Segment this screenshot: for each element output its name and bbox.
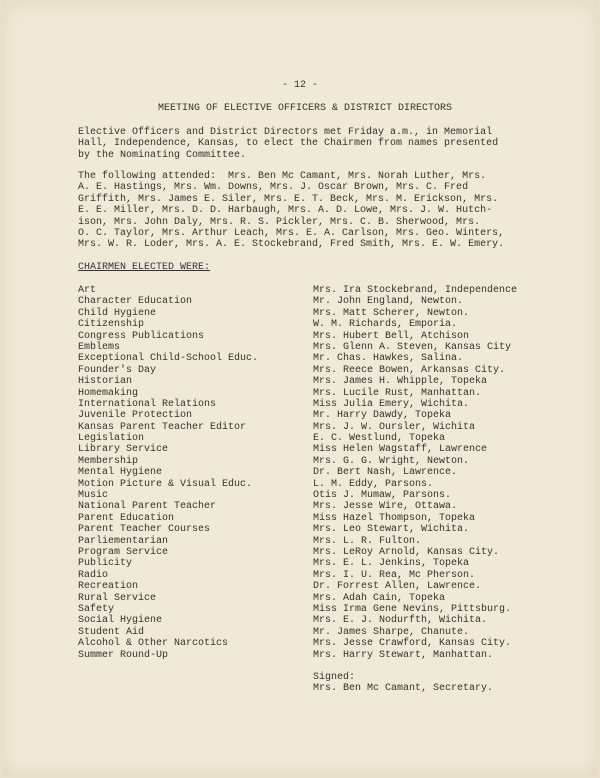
chairman-name: Mr. James Sharpe, Chanute. <box>313 626 470 638</box>
committee-name: Founder's Day <box>78 364 157 376</box>
intro-line: Elective Officers and District Directors met Friday a.m., in Memorial <box>78 127 493 138</box>
chairman-name: Mrs. Ira Stockebrand, Independence <box>313 285 518 296</box>
chairman-name: L. M. Eddy, Parsons. <box>313 478 434 490</box>
committee-name: Mental Hygiene <box>78 467 163 479</box>
chairman-name: Miss Julia Emery, Wichita. <box>313 398 470 410</box>
committee-name: International Relations <box>78 398 217 410</box>
chairman-row <box>78 467 517 478</box>
chairman-row <box>78 627 517 638</box>
committee-name: Art <box>78 285 97 296</box>
chairman-row <box>78 536 517 547</box>
chairman-row <box>78 342 517 353</box>
committee-name: Parent Teacher Courses <box>78 524 211 536</box>
attendees-line: O. C. Taylor, Mrs. Arthur Leach, Mrs. E. A. Carlson, Mrs. Geo. Winters, <box>78 227 505 239</box>
chairman-row <box>78 376 517 387</box>
committee-name: Child Hygiene <box>78 307 157 319</box>
committee-name: Exceptional Child-School Educ. <box>78 353 259 365</box>
attendees-paragraph <box>78 171 504 251</box>
chairman-row <box>78 433 517 444</box>
chairman-row <box>78 285 517 296</box>
attendees-line: Griffith, Mrs. James E. Siler, Mrs. E. T. Beck, Mrs. M. Erickson, Mrs. <box>78 193 499 205</box>
attendees-line: The following attended: Mrs. Ben Mc Camant, Mrs. Norah Luther, Mrs. <box>78 171 487 182</box>
committee-name: Historian <box>78 376 133 388</box>
committee-name: Summer Round-Up <box>78 649 169 661</box>
signed-by: Mrs. Ben Mc Camant, Secretary. <box>313 683 494 695</box>
chairman-row <box>78 570 517 581</box>
intro-line: by the Nominating Committee. <box>78 149 247 161</box>
chairman-name: Mr. Harry Dawdy, Topeka <box>313 410 452 422</box>
chairman-row <box>78 456 517 467</box>
chairman-name: Dr. Bert Nash, Lawrence. <box>313 467 458 479</box>
chairman-name: Mrs. LeRoy Arnold, Kansas City. <box>313 546 500 558</box>
chairman-name: Miss Irma Gene Nevins, Pittsburg. <box>313 603 512 615</box>
chairman-name: Miss Hazel Thompson, Topeka <box>313 512 476 524</box>
chairman-name: Mrs. Lucile Rust, Manhattan. <box>313 387 482 399</box>
committee-name: Social Hygiene <box>78 615 163 627</box>
chairman-row <box>78 501 517 512</box>
chairman-name: Dr. Forrest Allen, Lawrence. <box>313 581 482 593</box>
committee-name: Parent Education <box>78 512 175 524</box>
chairman-row <box>78 638 517 649</box>
chairman-name: Mrs. Jesse Crawford, Kansas City. <box>313 638 512 650</box>
chairman-name: Mrs. Reece Bowen, Arkansas City. <box>313 364 506 376</box>
committee-name: Music <box>78 490 109 502</box>
committee-name: Safety <box>78 603 115 615</box>
committee-name: Membership <box>78 455 139 467</box>
committee-name: Library Service <box>78 444 169 456</box>
chairman-row <box>78 558 517 569</box>
document-title: MEETING OF ELECTIVE OFFICERS & DISTRICT DIRECTORS <box>157 103 453 114</box>
attendees-line: ison, Mrs. John Daly, Mrs. R. S. Pickler, Mrs. C. B. Sherwood, Mrs. <box>78 216 481 228</box>
chairman-row <box>78 615 517 626</box>
chairman-name: Mrs. Glenn A. Steven, Kansas City <box>313 341 512 353</box>
chairman-name: Mrs. E. L. Jenkins, Topeka <box>313 558 470 570</box>
chairmen-heading: CHAIRMEN ELECTED WERE: <box>78 262 211 273</box>
chairman-name: Otis J. Mumaw, Parsons. <box>313 490 452 502</box>
intro-paragraph <box>78 127 498 161</box>
attendees-line: Mrs. W. R. Loder, Mrs. A. E. Stockebrand, Fred Smith, Mrs. E. W. Emery. <box>78 239 505 251</box>
committee-name: Character Education <box>78 296 193 308</box>
chairman-row <box>78 308 517 319</box>
chairman-row <box>78 296 517 307</box>
committee-name: Alcohol & Other Narcotics <box>78 638 229 650</box>
committee-name: Citizenship <box>78 319 145 331</box>
committee-name: Radio <box>78 569 109 581</box>
chairman-row <box>78 319 517 330</box>
chairman-name: Mrs. L. R. Fulton. <box>313 535 422 547</box>
chairman-row <box>78 479 517 490</box>
chairman-row <box>78 547 517 558</box>
committee-name: Student Aid <box>78 626 145 638</box>
chairman-row <box>78 650 517 661</box>
page-number: - 12 - <box>281 80 318 91</box>
chairman-row <box>78 399 517 410</box>
chairman-row <box>78 604 517 615</box>
chairman-name: Mrs. G. G. Wright, Newton. <box>313 455 470 467</box>
chairman-row <box>78 331 517 342</box>
committee-name: Rural Service <box>78 592 157 604</box>
committee-name: Program Service <box>78 546 169 558</box>
committee-name: Emblems <box>78 341 121 353</box>
chairman-row <box>78 422 517 433</box>
chairman-row <box>78 593 517 604</box>
chairman-name: Mrs. Leo Stewart, Wichita. <box>313 524 470 536</box>
chairman-name: W. M. Richards, Emporia. <box>313 319 458 331</box>
committee-name: Recreation <box>78 581 139 593</box>
signature-block <box>313 672 493 695</box>
committee-name: Homemaking <box>78 387 139 399</box>
chairman-row <box>78 353 517 364</box>
committee-name: Juvenile Protection <box>78 410 193 422</box>
chairmen-list <box>78 285 517 661</box>
chairman-row <box>78 444 517 455</box>
chairman-name: Mrs. Matt Scherer, Newton. <box>313 307 470 319</box>
chairman-name: Mrs. James H. Whipple, Topeka <box>313 376 488 388</box>
intro-line: Hall, Independence, Kansas, to elect the Chairmen from names presented <box>78 138 499 150</box>
chairman-row <box>78 365 517 376</box>
chairman-name: Mrs. Adah Cain, Topeka <box>313 592 446 604</box>
chairman-row <box>78 524 517 535</box>
chairman-name: Mrs. Harry Stewart, Manhattan. <box>313 649 494 661</box>
chairman-name: Mrs. E. J. Nodurfth, Wichita. <box>313 615 488 627</box>
chairman-row <box>78 388 517 399</box>
chairman-row <box>78 410 517 421</box>
committee-name: Motion Picture & Visual Educ. <box>78 478 253 490</box>
chairman-name: E. C. Westlund, Topeka <box>313 433 446 445</box>
attendees-line: E. E. Miller, Mrs. D. D. Harbaugh, Mrs. A. D. Lowe, Mrs. J. W. Hutch- <box>78 205 493 217</box>
attendees-line: A. E. Hastings, Mrs. Wm. Downs, Mrs. J. Oscar Brown, Mrs. C. Fred <box>78 182 469 194</box>
committee-name: Congress Publications <box>78 330 205 342</box>
chairman-name: Miss Helen Wagstaff, Lawrence <box>313 444 488 456</box>
chairman-name: Mrs. J. W. Oursler, Wichita <box>313 421 476 433</box>
committee-name: Kansas Parent Teacher Editor <box>78 421 247 433</box>
committee-name: Legislation <box>78 433 145 445</box>
signed-label: Signed: <box>313 672 356 683</box>
chairman-name: Mrs. I. U. Rea, Mc Pherson. <box>313 569 476 581</box>
chairman-name: Mrs. Jesse Wire, Ottawa. <box>313 501 458 513</box>
committee-name: Publicity <box>78 558 133 570</box>
chairman-name: Mrs. Hubert Bell, Atchison <box>313 330 470 342</box>
chairman-name: Mr. John England, Newton. <box>313 296 464 308</box>
committee-name: Parliementarian <box>78 535 169 547</box>
chairman-row <box>78 581 517 592</box>
committee-name: National Parent Teacher <box>78 501 217 513</box>
chairman-name: Mr. Chas. Hawkes, Salina. <box>313 353 464 365</box>
chairman-row <box>78 513 517 524</box>
chairman-row <box>78 490 517 501</box>
